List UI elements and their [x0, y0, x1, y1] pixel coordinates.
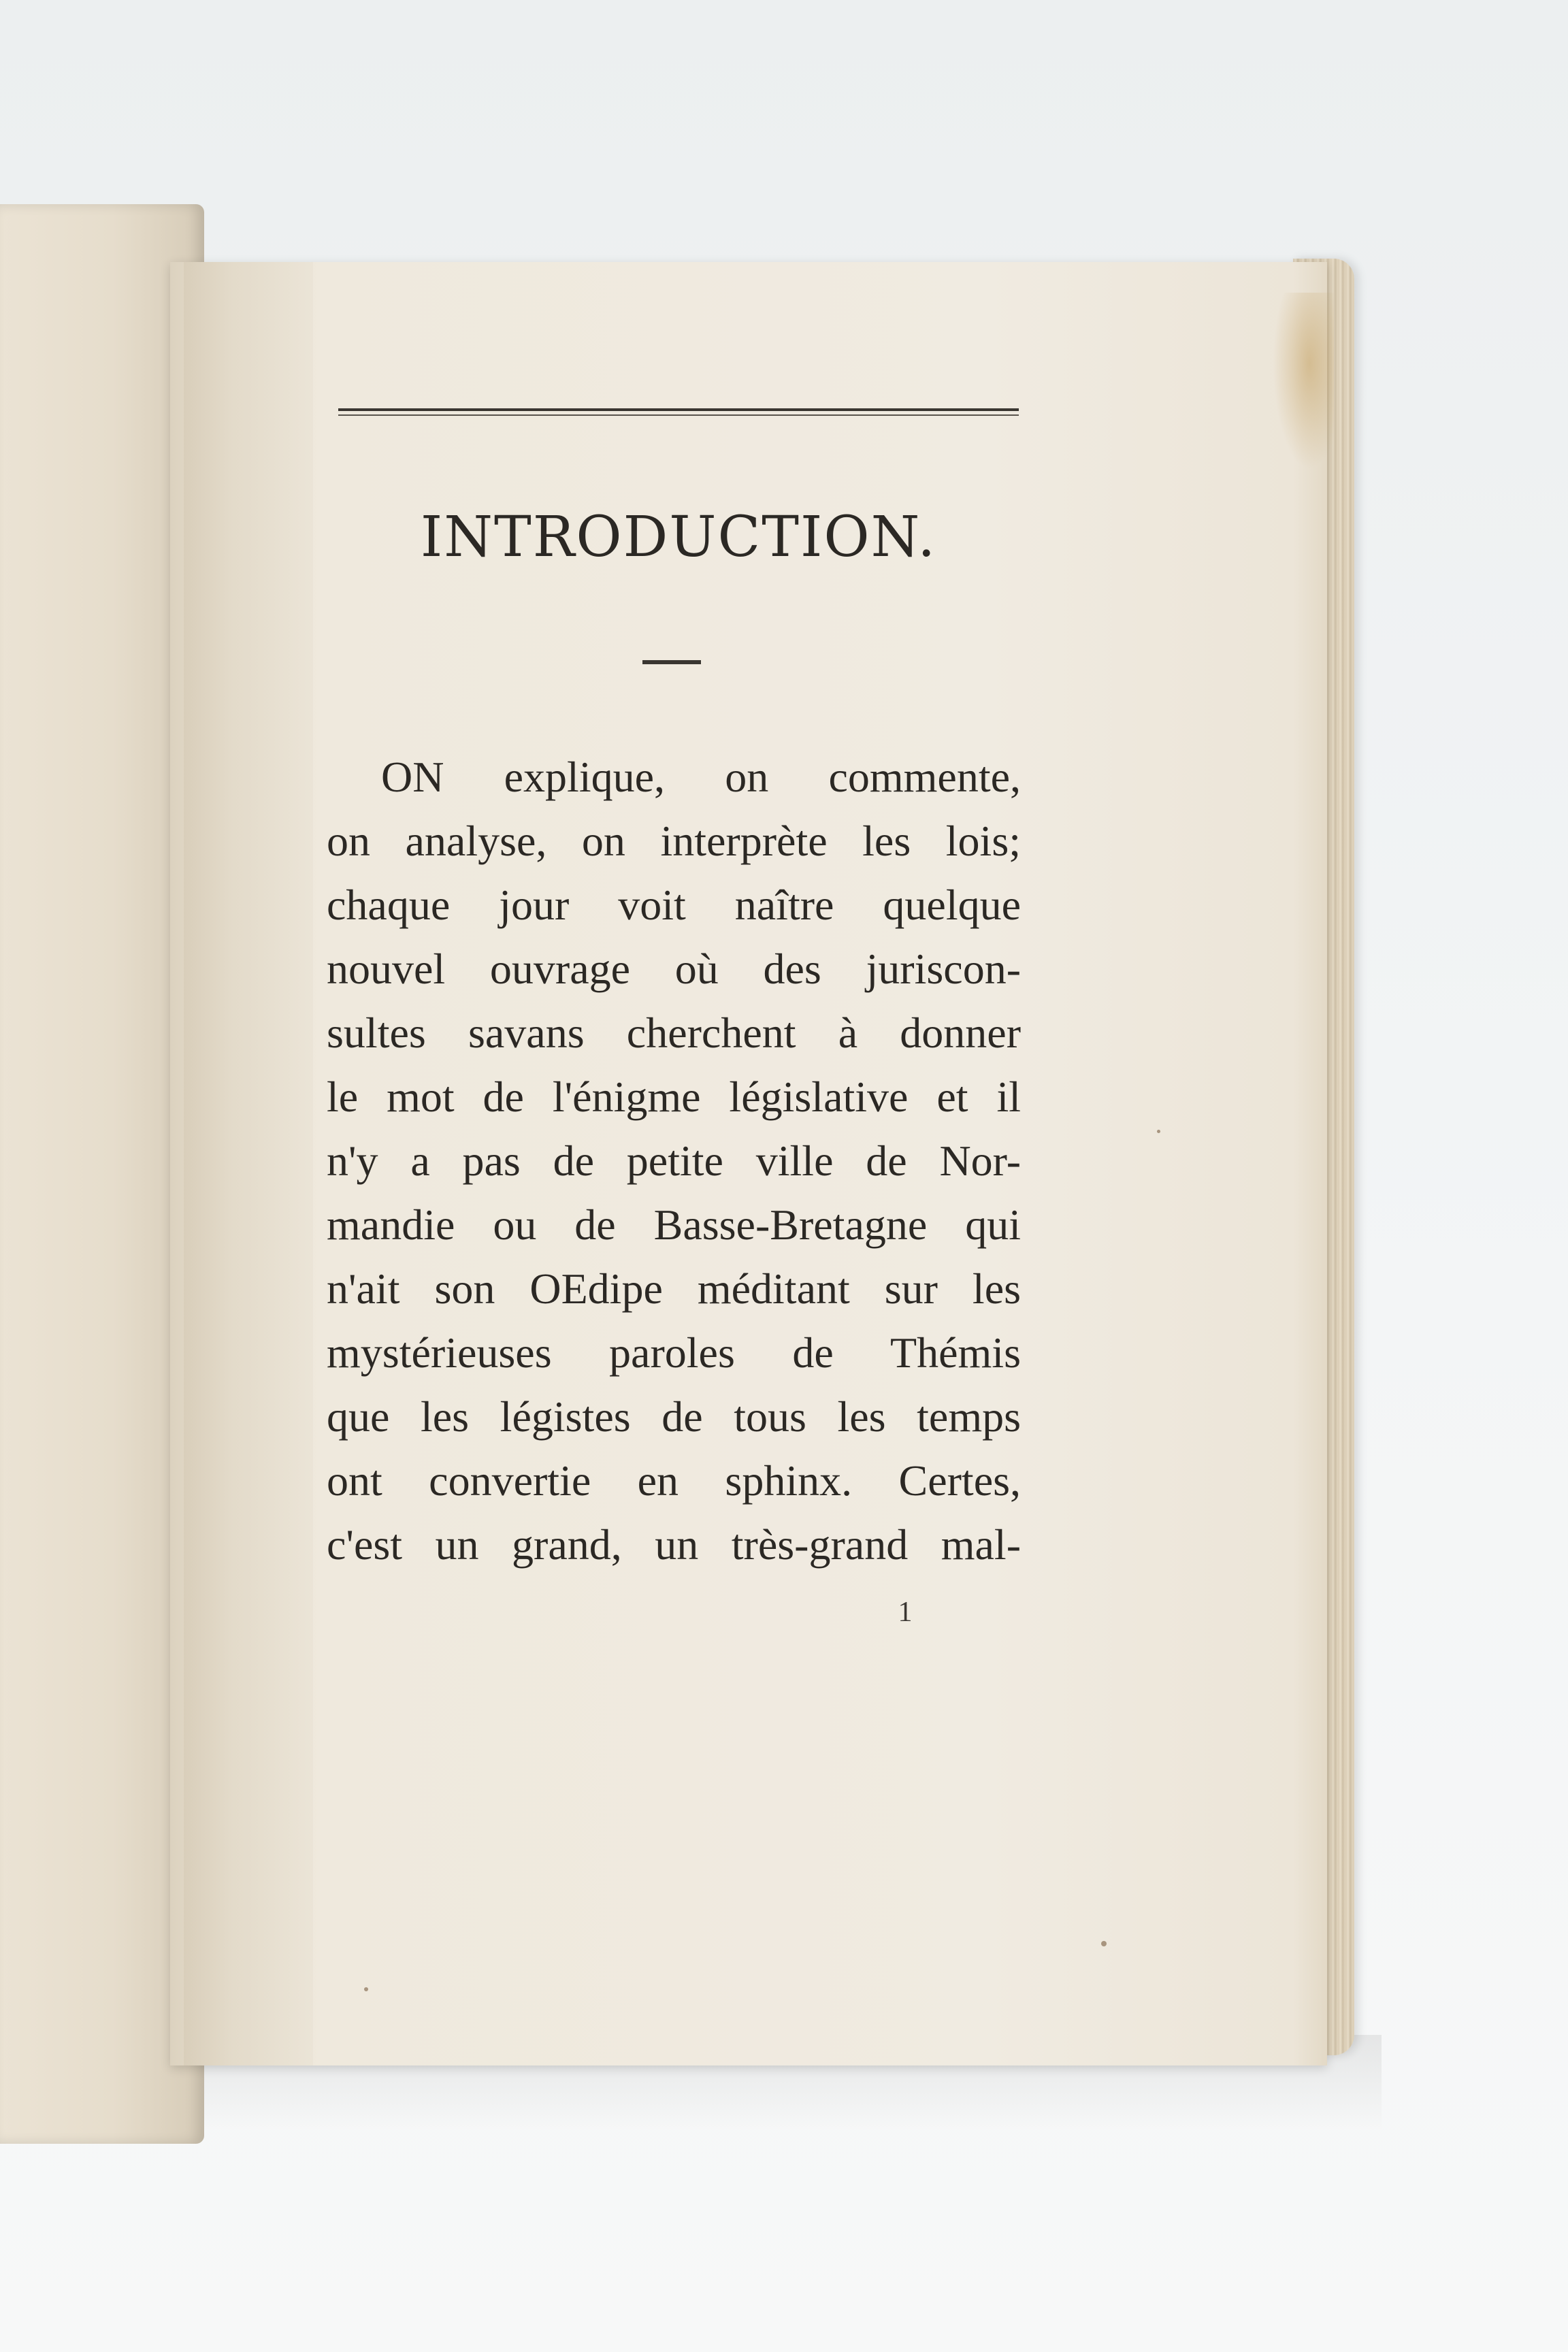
header-rule [338, 408, 1019, 416]
page-gutter [184, 262, 313, 2065]
left-page-show-through [61, 817, 170, 926]
body-line: que les légistes de tous les temps [327, 1392, 1021, 1441]
header-rule-thin [338, 414, 1019, 416]
body-line: ON explique, on commente, [381, 753, 1021, 801]
body-line: chaque jour voit naître quelque [327, 881, 1021, 929]
body-line: le mot de l'énigme législative et il [327, 1073, 1021, 1121]
paper-speck [1101, 1941, 1107, 1946]
body-line: sultes savans cherchent à donner [327, 1009, 1021, 1057]
body-line: on analyse, on interprète les lois; [327, 817, 1021, 865]
page-number: 1 [898, 1597, 913, 1628]
paper-speck [1157, 1130, 1160, 1133]
body-line: mystérieuses paroles de Thémis [327, 1328, 1021, 1377]
body-line: mandie ou de Basse-Bretagne qui [327, 1200, 1021, 1249]
body-line: n'y a pas de petite ville de Nor- [327, 1137, 1021, 1185]
body-line: nouvel ouvrage où des juriscon- [327, 945, 1021, 993]
header-rule-thick [338, 408, 1019, 411]
body-line: ont convertie en sphinx. Certes, [327, 1456, 1021, 1505]
body-line: n'ait son OEdipe méditant sur les [327, 1264, 1021, 1313]
body-text [327, 745, 1021, 1577]
page-title: INTRODUCTION. [420, 505, 937, 570]
body-line: c'est un grand, un très-grand mal- [327, 1520, 1021, 1569]
foxing-stain [1273, 293, 1334, 470]
title-dash [642, 660, 701, 664]
paper-speck [364, 1987, 368, 1991]
